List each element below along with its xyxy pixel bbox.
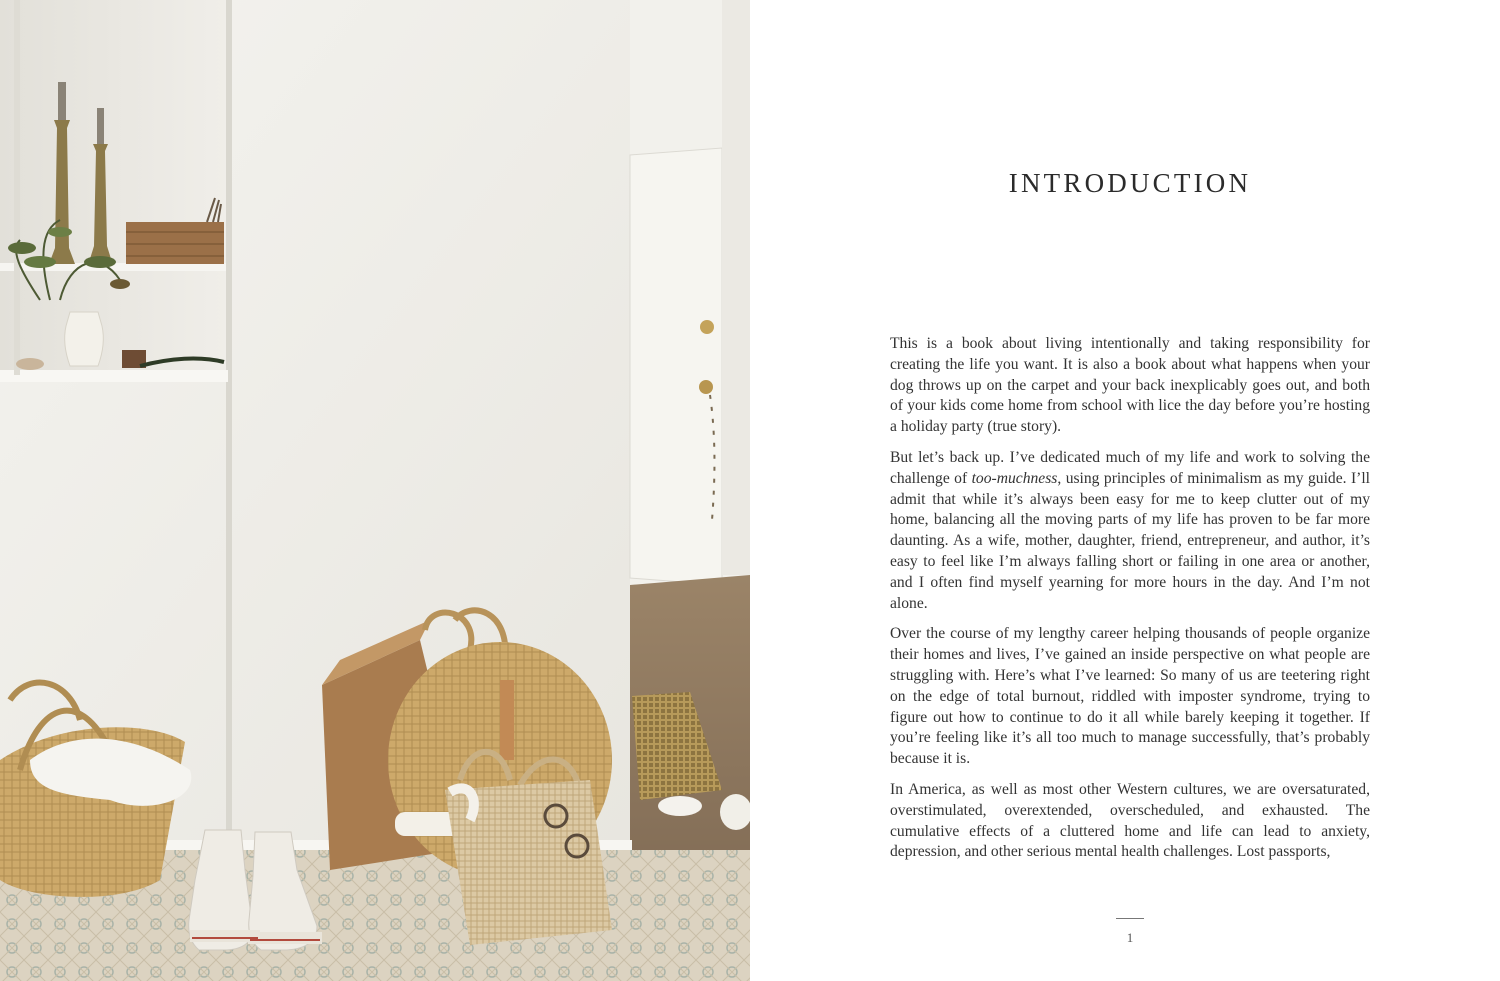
door-knob bbox=[700, 320, 714, 334]
text-page bbox=[750, 0, 1500, 981]
body-text bbox=[890, 334, 1370, 873]
woven-box bbox=[126, 222, 224, 264]
paragraph: In America, as well as most other Western cultures, we are oversaturated, overstimulated, overextended, overscheduled, and exhausted. The cumulative effects of a cluttered home and life can lead to anxiety, depression, and other serious mental health challenges. Lost passports, bbox=[890, 780, 1370, 861]
emphasis: too-muchness bbox=[971, 469, 1058, 487]
page-number: 1 bbox=[1126, 930, 1134, 945]
paragraph: Over the course of my lengthy career helping thousands of people organize their homes and lives, I’ve gained an inside perspective on what people are struggling with. Here’s what I’ve learned: So many of us are teetering right on the edge of total burnout, riddled with imposter syndrome, trying to figure out how to continue to do it all while barely keeping it together. If you’re feeling like it’s all too much to manage successfully, that’s probably because it is. bbox=[890, 625, 1370, 768]
lower-shelf bbox=[0, 370, 228, 382]
folio-rule bbox=[1116, 918, 1144, 919]
wall-niche bbox=[0, 0, 228, 382]
paragraph: But let’s back up. I’ve dedicated much of my life and work to solving the challenge of too-muchness, using principles of minimalism as my guide. I’ll admit that while it’s always been easy for me to keep clutter out of my home, balancing all the moving parts of my life has proven to be far more daunting. As a wife, mother, daughter, friend, entrepreneur, and author, it’s easy to feel like I’m always falling short or failing in one area or another, and I often find myself yearning for more hours in the day. And I’m not alone. bbox=[890, 448, 1370, 612]
chapter-title: INTRODUCTION bbox=[1008, 168, 1252, 198]
paragraph: This is a book about living intentionally and taking responsibility for creating the life you want. It is also a book about what happens when your dog throws up on the carpet and your back inexplicably goes out, and both of your kids come home from school with lice the day before you’re hosting a holiday party (true story). bbox=[890, 335, 1370, 436]
door bbox=[630, 148, 722, 585]
